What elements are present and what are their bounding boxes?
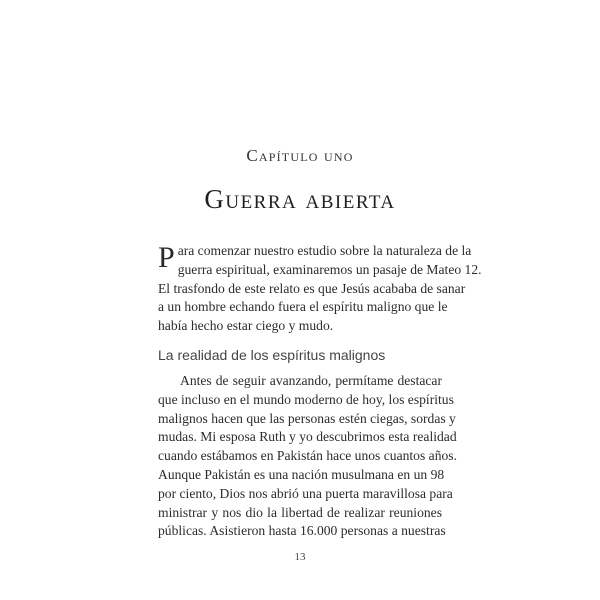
paragraph-line: públicas. Asistieron hasta 16.000 personas a nuestras	[158, 523, 446, 539]
paragraph-line: a un hombre echando fuera el espíritu maligno que le	[158, 299, 448, 315]
paragraph-line: guerra espiritual, examinaremos un pasaje de Mateo 12.	[177, 261, 482, 277]
paragraph-line: por ciento, Dios nos abrió una puerta maravillosa para	[158, 485, 453, 501]
paragraph-line: que incluso en el mundo moderno de hoy, los espíritus	[158, 391, 454, 407]
chapter-label: Capítulo uno	[246, 146, 354, 165]
paragraph-line: Aunque Pakistán es una nación musulmana en un 98	[158, 466, 445, 482]
section-heading: La realidad de los espíritus malignos	[158, 347, 386, 363]
paragraph-line: Antes de seguir avanzando, permítame destacar	[180, 373, 442, 388]
paragraph-line: ministrar y nos dio la libertad de realizar reuniones	[158, 504, 442, 520]
page-number: 13	[294, 551, 306, 563]
body-paragraph	[158, 372, 457, 541]
paragraph-line: cuando estábamos en Pakistán hace unos cuantos años.	[158, 448, 457, 464]
paragraph-line: mudas. Mi esposa Ruth y yo descubrimos esta realidad	[158, 429, 457, 445]
paragraph-line: ara comenzar nuestro estudio sobre la naturaleza de la	[177, 243, 472, 258]
chapter-title: Guerra abierta	[204, 184, 396, 214]
drop-cap: P	[158, 241, 175, 274]
opening-paragraph	[158, 241, 482, 336]
paragraph-line: malignos hacen que las personas estén ciegas, sordas y	[158, 410, 456, 426]
paragraph-line: había hecho estar ciego y mudo.	[158, 318, 334, 334]
paragraph-line: El trasfondo de este relato es que Jesús acababa de sanar	[158, 280, 466, 296]
